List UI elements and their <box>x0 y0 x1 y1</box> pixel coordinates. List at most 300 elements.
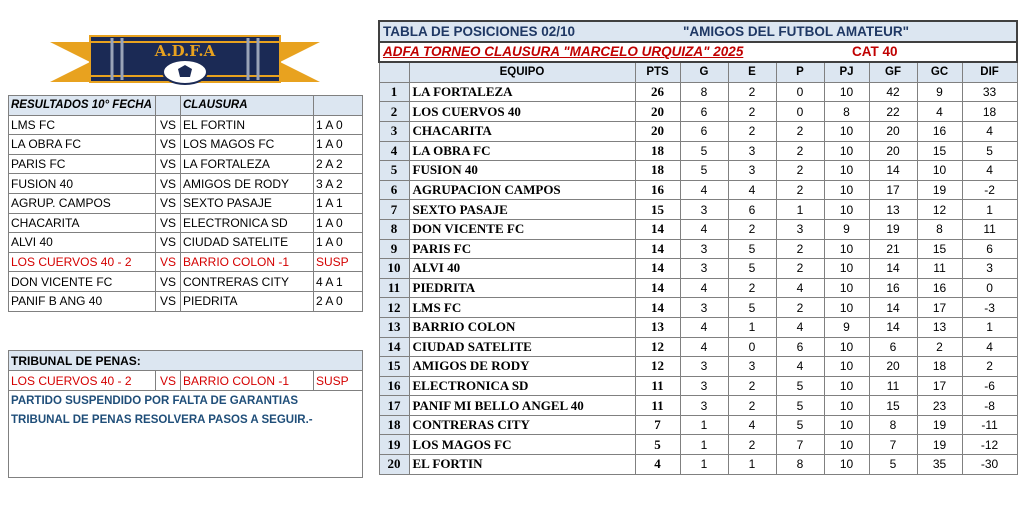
standings-row <box>379 239 1017 259</box>
col-header-gc: GC <box>917 62 962 82</box>
standings-cell-dif: -8 <box>962 396 1017 416</box>
standings-cell-e: 2 <box>728 376 776 396</box>
standings-cell-gf: 14 <box>869 161 917 181</box>
results-header-blank <box>156 96 181 116</box>
match-away-team: CONTRERAS CITY <box>181 272 314 292</box>
standings-cell-e: 5 <box>728 298 776 318</box>
match-home-team: PANIF B ANG 40 <box>9 291 156 311</box>
tribunal-box <box>8 350 363 478</box>
standings-cell-p: 2 <box>776 259 824 279</box>
standings-cell-p: 2 <box>776 121 824 141</box>
standings-cell-g: 3 <box>680 396 728 416</box>
standings-row <box>379 435 1017 455</box>
match-home-team: CHACARITA <box>9 213 156 233</box>
standings-cell-p: 7 <box>776 435 824 455</box>
standings-cell-e: 5 <box>728 259 776 279</box>
standings-cell-dif: 6 <box>962 239 1017 259</box>
standings-cell-pos: 12 <box>379 298 409 318</box>
standings-cell-pts: 12 <box>635 357 680 377</box>
standings-cell-team: EL FORTIN <box>409 455 635 475</box>
results-header-title: RESULTADOS 10° FECHA <box>9 96 156 116</box>
standings-cell-e: 1 <box>728 317 776 337</box>
col-header-pts: PTS <box>635 62 680 82</box>
standings-cell-pj: 10 <box>824 239 869 259</box>
tribunal-blank <box>9 429 363 478</box>
standings-cell-pts: 12 <box>635 337 680 357</box>
standings-cell-gf: 14 <box>869 298 917 318</box>
match-home-team: LA OBRA FC <box>9 135 156 155</box>
results-header-row <box>9 96 363 116</box>
result-row <box>9 272 363 292</box>
standings-cell-pj: 10 <box>824 298 869 318</box>
standings-cell-gc: 17 <box>917 298 962 318</box>
match-score: 1 A 1 <box>314 193 363 213</box>
standings-cell-gf: 16 <box>869 278 917 298</box>
standings-cell-g: 5 <box>680 161 728 181</box>
standings-cell-p: 6 <box>776 337 824 357</box>
standings-cell-dif: -11 <box>962 415 1017 435</box>
standings-cell-gc: 15 <box>917 141 962 161</box>
standings-cell-gc: 11 <box>917 259 962 279</box>
standings-cell-team: CIUDAD SATELITE <box>409 337 635 357</box>
standings-cell-team: CONTRERAS CITY <box>409 415 635 435</box>
standings-cell-gc: 19 <box>917 435 962 455</box>
standings-cell-dif: -30 <box>962 455 1017 475</box>
standings-cell-e: 3 <box>728 141 776 161</box>
standings-row <box>379 121 1017 141</box>
standings-cell-pts: 15 <box>635 200 680 220</box>
match-home-team: DON VICENTE FC <box>9 272 156 292</box>
standings-cell-gf: 6 <box>869 337 917 357</box>
standings-cell-team: AMIGOS DE RODY <box>409 357 635 377</box>
standings-cell-e: 1 <box>728 455 776 475</box>
standings-cell-team: PARIS FC <box>409 239 635 259</box>
standings-cell-pos: 8 <box>379 219 409 239</box>
standings-cell-p: 8 <box>776 455 824 475</box>
standings-row <box>379 200 1017 220</box>
standings-row <box>379 455 1017 475</box>
standings-cell-g: 3 <box>680 200 728 220</box>
standings-cell-dif: 4 <box>962 337 1017 357</box>
standings-cell-gc: 19 <box>917 415 962 435</box>
match-away-team: BARRIO COLON -1 <box>181 252 314 272</box>
standings-association: "AMIGOS DEL FUTBOL AMATEUR" <box>680 21 1017 42</box>
standings-cell-gc: 8 <box>917 219 962 239</box>
match-away-team: CIUDAD SATELITE <box>181 233 314 253</box>
standings-cell-pos: 15 <box>379 357 409 377</box>
match-home-team: LMS FC <box>9 115 156 135</box>
standings-cell-e: 2 <box>728 82 776 102</box>
standings-cell-pts: 11 <box>635 396 680 416</box>
standings-cell-pj: 9 <box>824 219 869 239</box>
standings-cell-g: 4 <box>680 317 728 337</box>
standings-subtitle: ADFA TORNEO CLAUSURA "MARCELO URQUIZA" 2025 <box>379 42 824 63</box>
standings-cell-team: LOS MAGOS FC <box>409 435 635 455</box>
standings-cell-gc: 15 <box>917 239 962 259</box>
match-vs: VS <box>156 213 181 233</box>
standings-cell-gf: 22 <box>869 102 917 122</box>
standings-row <box>379 376 1017 396</box>
standings-cell-team: LA FORTALEZA <box>409 82 635 102</box>
match-vs: VS <box>156 291 181 311</box>
standings-cell-team: PANIF MI BELLO ANGEL 40 <box>409 396 635 416</box>
tribunal-home: LOS CUERVOS 40 - 2 <box>9 371 156 391</box>
col-header-g: G <box>680 62 728 82</box>
col-header-dif: DIF <box>962 62 1017 82</box>
standings-cell-pj: 10 <box>824 259 869 279</box>
standings-cell-gf: 21 <box>869 239 917 259</box>
standings-cell-gf: 20 <box>869 141 917 161</box>
standings-cell-gc: 9 <box>917 82 962 102</box>
result-row <box>9 135 363 155</box>
standings-cell-dif: 4 <box>962 121 1017 141</box>
standings-cell-gc: 17 <box>917 376 962 396</box>
standings-cell-team: FUSION 40 <box>409 161 635 181</box>
standings-cell-p: 5 <box>776 396 824 416</box>
match-vs: VS <box>156 272 181 292</box>
logo-text: A.D.F.A <box>154 42 216 60</box>
standings-cell-pj: 10 <box>824 357 869 377</box>
match-away-team: ELECTRONICA SD <box>181 213 314 233</box>
tribunal-note-row-2 <box>9 410 363 429</box>
match-score: 4 A 1 <box>314 272 363 292</box>
standings-cell-gc: 35 <box>917 455 962 475</box>
standings-cell-pts: 16 <box>635 180 680 200</box>
standings-cell-dif: 4 <box>962 161 1017 181</box>
standings-cell-e: 4 <box>728 415 776 435</box>
standings-cell-p: 5 <box>776 376 824 396</box>
standings-cell-gf: 7 <box>869 435 917 455</box>
standings-cell-gc: 16 <box>917 121 962 141</box>
standings-cell-pts: 14 <box>635 239 680 259</box>
standings-cell-g: 4 <box>680 219 728 239</box>
standings-table <box>378 20 1018 475</box>
result-row <box>9 252 363 272</box>
standings-cell-g: 4 <box>680 278 728 298</box>
standings-cell-pj: 10 <box>824 278 869 298</box>
match-home-team: ALVI 40 <box>9 233 156 253</box>
standings-cell-pj: 10 <box>824 82 869 102</box>
result-row <box>9 233 363 253</box>
standings-cell-dif: 11 <box>962 219 1017 239</box>
standings-cell-pts: 20 <box>635 102 680 122</box>
standings-cell-pos: 13 <box>379 317 409 337</box>
standings-cell-pj: 10 <box>824 200 869 220</box>
match-home-team: LOS CUERVOS 40 - 2 <box>9 252 156 272</box>
standings-row <box>379 141 1017 161</box>
standings-cell-e: 2 <box>728 396 776 416</box>
match-vs: VS <box>156 115 181 135</box>
match-score: 2 A 0 <box>314 291 363 311</box>
tribunal-blank-row <box>9 429 363 478</box>
standings-cell-e: 2 <box>728 102 776 122</box>
standings-cell-gf: 20 <box>869 357 917 377</box>
standings-cell-p: 2 <box>776 180 824 200</box>
standings-cell-pts: 18 <box>635 161 680 181</box>
standings-cell-pos: 10 <box>379 259 409 279</box>
match-away-team: AMIGOS DE RODY <box>181 174 314 194</box>
standings-cell-g: 4 <box>680 337 728 357</box>
standings-cell-gc: 23 <box>917 396 962 416</box>
match-vs: VS <box>156 154 181 174</box>
col-header-e: E <box>728 62 776 82</box>
standings-cell-gf: 14 <box>869 317 917 337</box>
standings-cell-pj: 10 <box>824 415 869 435</box>
standings-cell-pj: 10 <box>824 376 869 396</box>
standings-cell-dif: 5 <box>962 141 1017 161</box>
standings-cell-pos: 9 <box>379 239 409 259</box>
standings-cell-pj: 10 <box>824 180 869 200</box>
standings-cell-pj: 8 <box>824 102 869 122</box>
standings-cell-g: 3 <box>680 298 728 318</box>
standings-cell-pts: 5 <box>635 435 680 455</box>
standings-cell-pj: 10 <box>824 121 869 141</box>
standings-cell-dif: -3 <box>962 298 1017 318</box>
standings-cell-pj: 10 <box>824 337 869 357</box>
standings-cell-pos: 5 <box>379 161 409 181</box>
standings-cell-pj: 9 <box>824 317 869 337</box>
result-row <box>9 291 363 311</box>
match-score: 3 A 2 <box>314 174 363 194</box>
results-header-empty <box>314 96 363 116</box>
standings-cell-pos: 19 <box>379 435 409 455</box>
tribunal-title: TRIBUNAL DE PENAS: <box>9 351 363 371</box>
tribunal-header-row <box>9 351 363 371</box>
standings-cell-g: 1 <box>680 455 728 475</box>
match-score: 1 A 0 <box>314 115 363 135</box>
result-row <box>9 174 363 194</box>
standings-row <box>379 259 1017 279</box>
standings-cell-gc: 10 <box>917 161 962 181</box>
standings-row <box>379 180 1017 200</box>
result-row <box>9 193 363 213</box>
standings-cell-team: CHACARITA <box>409 121 635 141</box>
result-row <box>9 154 363 174</box>
standings-cell-gf: 19 <box>869 219 917 239</box>
standings-title: TABLA DE POSICIONES 02/10 <box>379 21 680 42</box>
standings-cell-gf: 42 <box>869 82 917 102</box>
standings-cell-pts: 11 <box>635 376 680 396</box>
standings-cell-e: 2 <box>728 435 776 455</box>
results-header-tournament: CLAUSURA <box>181 96 314 116</box>
standings-cell-e: 5 <box>728 239 776 259</box>
standings-cell-dif: -6 <box>962 376 1017 396</box>
standings-cell-pos: 14 <box>379 337 409 357</box>
standings-row <box>379 337 1017 357</box>
match-vs: VS <box>156 135 181 155</box>
standings-cell-p: 4 <box>776 278 824 298</box>
standings-cell-gf: 15 <box>869 396 917 416</box>
match-away-team: LOS MAGOS FC <box>181 135 314 155</box>
standings-cell-g: 4 <box>680 180 728 200</box>
standings-cell-e: 0 <box>728 337 776 357</box>
standings-row <box>379 396 1017 416</box>
standings-cell-p: 0 <box>776 102 824 122</box>
standings-cell-pos: 2 <box>379 102 409 122</box>
result-row <box>9 115 363 135</box>
standings-cell-e: 3 <box>728 357 776 377</box>
standings-cell-dif: 1 <box>962 200 1017 220</box>
standings-cell-p: 3 <box>776 219 824 239</box>
standings-cell-dif: 0 <box>962 278 1017 298</box>
standings-cell-g: 3 <box>680 376 728 396</box>
standings-cell-p: 2 <box>776 239 824 259</box>
standings-cell-pj: 10 <box>824 161 869 181</box>
standings-cell-team: ALVI 40 <box>409 259 635 279</box>
col-header-gf: GF <box>869 62 917 82</box>
standings-cell-pts: 4 <box>635 455 680 475</box>
match-home-team: PARIS FC <box>9 154 156 174</box>
standings-cell-pos: 11 <box>379 278 409 298</box>
standings-cell-g: 6 <box>680 102 728 122</box>
standings-cell-dif: -12 <box>962 435 1017 455</box>
standings-cell-e: 4 <box>728 180 776 200</box>
standings-cell-pj: 10 <box>824 455 869 475</box>
standings-cell-gc: 13 <box>917 317 962 337</box>
match-home-team: AGRUP. CAMPOS <box>9 193 156 213</box>
standings-cell-e: 2 <box>728 121 776 141</box>
match-vs: VS <box>156 193 181 213</box>
standings-cell-team: LMS FC <box>409 298 635 318</box>
match-away-team: SEXTO PASAJE <box>181 193 314 213</box>
standings-category: CAT 40 <box>824 42 1017 63</box>
standings-cell-pts: 18 <box>635 141 680 161</box>
match-score: 1 A 0 <box>314 135 363 155</box>
standings-row <box>379 317 1017 337</box>
standings-cell-pts: 14 <box>635 259 680 279</box>
match-score: 1 A 0 <box>314 233 363 253</box>
col-header-pos <box>379 62 409 82</box>
standings-cell-pts: 7 <box>635 415 680 435</box>
standings-cell-pos: 7 <box>379 200 409 220</box>
standings-row <box>379 102 1017 122</box>
col-header-equipo: EQUIPO <box>409 62 635 82</box>
standings-cell-pts: 14 <box>635 278 680 298</box>
standings-title-row <box>379 21 1017 42</box>
standings-cell-dif: 3 <box>962 259 1017 279</box>
tribunal-score: SUSP <box>314 371 363 391</box>
standings-cell-gc: 2 <box>917 337 962 357</box>
standings-cell-pos: 16 <box>379 376 409 396</box>
standings-cell-team: LOS CUERVOS 40 <box>409 102 635 122</box>
match-score: SUSP <box>314 252 363 272</box>
standings-cell-gc: 4 <box>917 102 962 122</box>
standings-cell-pj: 10 <box>824 396 869 416</box>
standings-cell-p: 2 <box>776 141 824 161</box>
standings-cell-gf: 5 <box>869 455 917 475</box>
standings-cell-team: AGRUPACION CAMPOS <box>409 180 635 200</box>
standings-cell-g: 6 <box>680 121 728 141</box>
standings-cell-dif: 18 <box>962 102 1017 122</box>
standings-cell-pos: 1 <box>379 82 409 102</box>
standings-cell-gf: 8 <box>869 415 917 435</box>
standings-cell-dif: 1 <box>962 317 1017 337</box>
standings-cell-g: 8 <box>680 82 728 102</box>
standings-cell-p: 0 <box>776 82 824 102</box>
standings-row <box>379 219 1017 239</box>
results-table <box>8 95 363 312</box>
standings-cell-g: 1 <box>680 415 728 435</box>
tribunal-away: BARRIO COLON -1 <box>181 371 314 391</box>
tribunal-note-2: TRIBUNAL DE PENAS RESOLVERA PASOS A SEGUIR.- <box>9 410 363 429</box>
match-away-team: EL FORTIN <box>181 115 314 135</box>
standings-cell-gf: 13 <box>869 200 917 220</box>
standings-cell-pts: 26 <box>635 82 680 102</box>
standings-cell-pos: 4 <box>379 141 409 161</box>
standings-cell-e: 2 <box>728 219 776 239</box>
tribunal-vs: VS <box>156 371 181 391</box>
standings-cell-g: 3 <box>680 239 728 259</box>
standings-cell-pos: 6 <box>379 180 409 200</box>
standings-cell-p: 2 <box>776 161 824 181</box>
standings-cell-g: 3 <box>680 357 728 377</box>
standings-cell-team: BARRIO COLON <box>409 317 635 337</box>
standings-cell-p: 4 <box>776 317 824 337</box>
standings-cell-gc: 18 <box>917 357 962 377</box>
col-header-pj: PJ <box>824 62 869 82</box>
standings-cell-g: 3 <box>680 259 728 279</box>
standings-cell-pos: 17 <box>379 396 409 416</box>
standings-cell-gf: 11 <box>869 376 917 396</box>
standings-cell-team: PIEDRITA <box>409 278 635 298</box>
match-vs: VS <box>156 233 181 253</box>
standings-cell-team: DON VICENTE FC <box>409 219 635 239</box>
standings-row <box>379 82 1017 102</box>
match-away-team: LA FORTALEZA <box>181 154 314 174</box>
tribunal-note-row-1 <box>9 391 363 411</box>
standings-cell-dif: -2 <box>962 180 1017 200</box>
match-vs: VS <box>156 252 181 272</box>
standings-cell-e: 6 <box>728 200 776 220</box>
standings-cell-pos: 3 <box>379 121 409 141</box>
standings-row <box>379 161 1017 181</box>
standings-cell-gf: 20 <box>869 121 917 141</box>
standings-cell-g: 5 <box>680 141 728 161</box>
standings-cell-pj: 10 <box>824 435 869 455</box>
standings-cell-e: 2 <box>728 278 776 298</box>
standings-cell-team: ELECTRONICA SD <box>409 376 635 396</box>
tribunal-note-1: PARTIDO SUSPENDIDO POR FALTA DE GARANTIAS <box>9 391 363 411</box>
standings-cell-p: 2 <box>776 298 824 318</box>
standings-cell-g: 1 <box>680 435 728 455</box>
match-score: 2 A 2 <box>314 154 363 174</box>
standings-row <box>379 278 1017 298</box>
standings-cell-e: 3 <box>728 161 776 181</box>
standings-cell-p: 1 <box>776 200 824 220</box>
standings-cell-pts: 14 <box>635 219 680 239</box>
standings-cell-gc: 19 <box>917 180 962 200</box>
result-row <box>9 213 363 233</box>
standings-cell-gc: 12 <box>917 200 962 220</box>
standings-cell-pos: 20 <box>379 455 409 475</box>
col-header-p: P <box>776 62 824 82</box>
standings-cell-pos: 18 <box>379 415 409 435</box>
standings-row <box>379 357 1017 377</box>
standings-column-header-row <box>379 62 1017 82</box>
standings-cell-p: 4 <box>776 357 824 377</box>
standings-cell-team: LA OBRA FC <box>409 141 635 161</box>
standings-cell-gc: 16 <box>917 278 962 298</box>
standings-cell-team: SEXTO PASAJE <box>409 200 635 220</box>
standings-cell-gf: 17 <box>869 180 917 200</box>
match-away-team: PIEDRITA <box>181 291 314 311</box>
standings-cell-p: 5 <box>776 415 824 435</box>
standings-subtitle-row <box>379 42 1017 63</box>
standings-cell-pts: 20 <box>635 121 680 141</box>
standings-cell-pts: 13 <box>635 317 680 337</box>
standings-cell-gf: 14 <box>869 259 917 279</box>
match-score: 1 A 0 <box>314 213 363 233</box>
